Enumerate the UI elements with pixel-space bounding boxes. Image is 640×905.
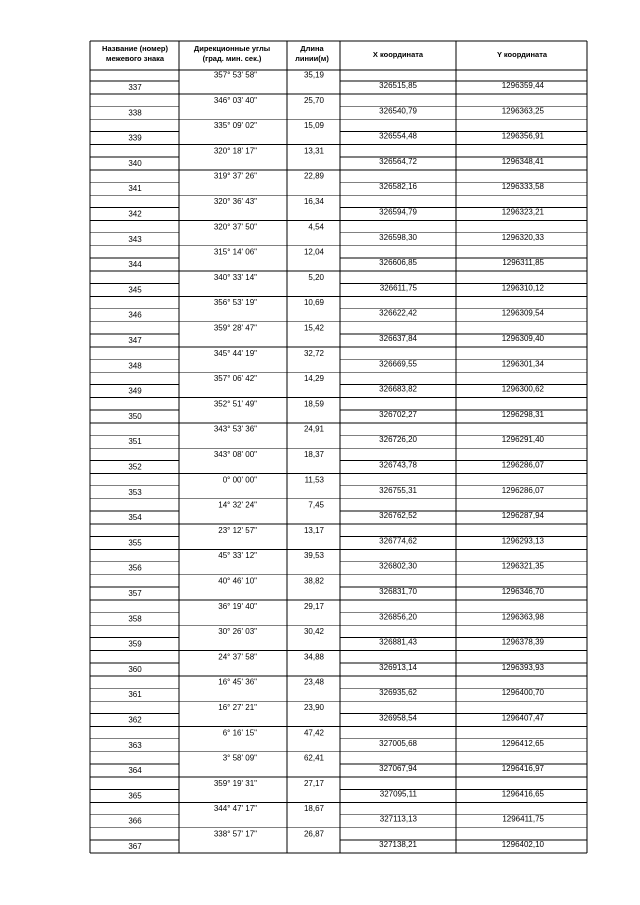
line-length: 18,37 xyxy=(303,450,324,459)
direction-angle: 343° 08' 00" xyxy=(213,450,257,459)
line-length: 22,89 xyxy=(303,171,324,181)
boundary-point-name: 358 xyxy=(128,614,142,624)
y-coordinate: 1296287,94 xyxy=(501,511,544,521)
boundary-point-name: 363 xyxy=(128,740,142,750)
line-length: 13,31 xyxy=(303,146,324,156)
direction-angle: 320° 37' 50" xyxy=(213,222,257,232)
x-coordinate: 327095,11 xyxy=(379,789,417,799)
y-coordinate: 1296416,65 xyxy=(501,789,544,799)
y-coordinate: 1296320,33 xyxy=(501,232,544,242)
direction-angle: 319° 37' 26" xyxy=(213,171,257,181)
y-coordinate: 1296309,54 xyxy=(501,308,544,318)
boundary-point-name: 344 xyxy=(128,260,142,270)
x-coordinate: 326564,72 xyxy=(379,156,417,166)
direction-angle: 346° 03' 40" xyxy=(213,95,257,105)
line-length: 47,42 xyxy=(303,728,324,738)
direction-angle: 357° 53' 58" xyxy=(213,70,257,80)
header-angle-line2: (град. мин. сек.) xyxy=(202,54,262,63)
y-coordinate: 1296393,93 xyxy=(501,662,544,672)
direction-angle: 335° 09' 02" xyxy=(213,121,257,131)
y-coordinate: 1296416,97 xyxy=(501,764,544,774)
y-coordinate: 1296359,44 xyxy=(501,81,544,90)
line-length: 5,20 xyxy=(308,272,324,282)
x-coordinate: 326683,82 xyxy=(379,384,417,394)
boundary-point-name: 360 xyxy=(128,664,142,674)
direction-angle: 40° 46' 10" xyxy=(218,576,257,586)
x-coordinate: 326702,27 xyxy=(379,409,417,419)
line-length: 24,91 xyxy=(303,424,324,434)
y-coordinate: 1296412,65 xyxy=(501,738,544,748)
boundary-point-name: 354 xyxy=(128,513,142,523)
x-coordinate: 326598,30 xyxy=(379,232,417,242)
boundary-point-name: 355 xyxy=(128,538,142,548)
x-coordinate: 327067,94 xyxy=(379,764,417,774)
y-coordinate: 1296291,40 xyxy=(501,435,544,445)
line-length: 23,48 xyxy=(303,677,324,687)
boundary-point-name: 337 xyxy=(128,83,142,92)
header-y-coordinate: Y координата xyxy=(496,50,548,59)
direction-angle: 343° 53' 36" xyxy=(213,424,257,434)
line-length: 34,88 xyxy=(303,652,324,662)
y-coordinate: 1296298,31 xyxy=(501,409,544,419)
y-coordinate: 1296402,10 xyxy=(501,840,544,849)
x-coordinate: 327113,13 xyxy=(379,814,417,824)
boundary-point-name: 339 xyxy=(128,133,142,143)
x-coordinate: 326774,62 xyxy=(379,536,417,546)
y-coordinate: 1296400,70 xyxy=(501,688,544,698)
line-length: 30,42 xyxy=(303,627,324,637)
direction-angle: 36° 19' 40" xyxy=(218,601,257,611)
direction-angle: 340° 33' 14" xyxy=(213,272,257,282)
x-coordinate: 326762,52 xyxy=(379,511,417,521)
line-length: 12,04 xyxy=(303,247,324,257)
line-length: 18,67 xyxy=(303,804,324,814)
direction-angle: 14° 32' 24" xyxy=(218,500,257,510)
x-coordinate: 326831,70 xyxy=(379,587,417,596)
header-length-line1: Длина xyxy=(300,44,324,53)
boundary-point-name: 345 xyxy=(128,285,142,295)
header-length-line2: линии(м) xyxy=(295,54,329,63)
boundary-point-name: 352 xyxy=(128,462,142,472)
line-length: 15,42 xyxy=(303,323,324,333)
line-length: 35,19 xyxy=(303,70,324,80)
boundary-point-name: 343 xyxy=(128,234,142,244)
x-coordinate: 326582,16 xyxy=(379,182,417,192)
boundary-point-name: 338 xyxy=(128,108,142,118)
x-coordinate: 327005,68 xyxy=(379,738,417,748)
boundary-point-name: 350 xyxy=(128,411,142,421)
y-coordinate: 1296363,25 xyxy=(501,106,544,116)
direction-angle: 0° 00' 00" xyxy=(222,475,257,485)
x-coordinate: 326669,55 xyxy=(379,359,417,369)
boundary-point-name: 348 xyxy=(128,361,142,371)
line-length: 38,82 xyxy=(303,576,324,586)
direction-angle: 24° 37' 58" xyxy=(218,652,257,662)
direction-angle: 352° 51' 49" xyxy=(213,399,257,409)
boundary-point-name: 356 xyxy=(128,563,142,573)
x-coordinate: 326540,79 xyxy=(379,106,417,116)
y-coordinate: 1296356,91 xyxy=(501,131,544,141)
direction-angle: 359° 28' 47" xyxy=(213,323,257,333)
line-length: 15,09 xyxy=(303,121,324,131)
x-coordinate: 326606,85 xyxy=(379,258,417,268)
x-coordinate: 326515,85 xyxy=(379,81,417,90)
y-coordinate: 1296333,58 xyxy=(501,182,544,192)
line-length: 7,45 xyxy=(308,500,324,510)
y-coordinate: 1296323,21 xyxy=(501,207,544,217)
y-coordinate: 1296363,98 xyxy=(501,612,544,622)
boundary-point-name: 357 xyxy=(128,589,142,598)
y-coordinate: 1296346,70 xyxy=(501,587,544,596)
direction-angle: 356° 53' 19" xyxy=(213,298,257,308)
line-length: 32,72 xyxy=(303,348,324,358)
direction-angle: 359° 19' 31" xyxy=(213,778,257,788)
x-coordinate: 326743,78 xyxy=(379,460,417,470)
x-coordinate: 326755,31 xyxy=(379,485,417,495)
direction-angle: 320° 36' 43" xyxy=(213,197,257,206)
direction-angle: 45° 33' 12" xyxy=(218,551,257,561)
direction-angle: 345° 44' 19" xyxy=(213,348,257,358)
x-coordinate: 326611,75 xyxy=(379,283,417,293)
line-length: 29,17 xyxy=(303,601,324,611)
y-coordinate: 1296301,34 xyxy=(501,359,544,369)
x-coordinate: 326935,62 xyxy=(379,688,417,698)
direction-angle: 16° 45' 36" xyxy=(218,677,257,687)
line-length: 10,69 xyxy=(303,298,324,308)
y-coordinate: 1296310,12 xyxy=(501,283,544,293)
x-coordinate: 326726,20 xyxy=(379,435,417,445)
direction-angle: 30° 26' 03" xyxy=(218,627,257,637)
boundary-point-name: 341 xyxy=(128,184,142,194)
x-coordinate: 326594,79 xyxy=(379,207,417,217)
y-coordinate: 1296378,39 xyxy=(501,637,544,647)
boundary-point-name: 347 xyxy=(128,336,142,345)
x-coordinate: 326958,54 xyxy=(379,713,417,723)
x-coordinate: 326554,48 xyxy=(379,131,417,141)
boundary-point-name: 353 xyxy=(128,487,142,497)
y-coordinate: 1296321,35 xyxy=(501,561,544,571)
y-coordinate: 1296348,41 xyxy=(501,156,544,166)
y-coordinate: 1296411,75 xyxy=(502,814,544,824)
line-length: 14,29 xyxy=(303,374,324,384)
direction-angle: 315° 14' 06" xyxy=(213,247,257,257)
table-header xyxy=(102,44,548,63)
x-coordinate: 326881,43 xyxy=(379,637,417,647)
y-coordinate: 1296311,85 xyxy=(502,258,544,268)
direction-angle: 320° 18' 17" xyxy=(213,146,257,156)
direction-angle: 3° 58' 09" xyxy=(222,753,257,763)
y-coordinate: 1296286,07 xyxy=(501,485,544,495)
x-coordinate: 326637,84 xyxy=(379,334,417,343)
line-length: 26,87 xyxy=(303,829,324,839)
y-coordinate: 1296293,13 xyxy=(501,536,544,546)
y-coordinate: 1296407,47 xyxy=(501,713,544,723)
y-coordinate: 1296286,07 xyxy=(501,460,544,470)
boundary-point-name: 340 xyxy=(128,158,142,168)
y-coordinate: 1296300,62 xyxy=(501,384,544,394)
boundary-point-name: 366 xyxy=(128,816,142,826)
line-length: 18,59 xyxy=(303,399,324,409)
direction-angle: 344° 47' 17" xyxy=(213,804,257,814)
header-x-coordinate: X координата xyxy=(372,50,424,59)
boundary-point-name: 351 xyxy=(128,437,142,447)
y-coordinate: 1296309,40 xyxy=(501,334,544,343)
x-coordinate: 326913,14 xyxy=(379,662,417,672)
boundary-point-name: 346 xyxy=(128,310,142,320)
direction-angle: 6° 16' 15" xyxy=(222,728,257,738)
direction-angle: 338° 57' 17" xyxy=(213,829,257,839)
line-length: 16,34 xyxy=(303,197,324,206)
line-length: 23,90 xyxy=(303,703,324,712)
line-length: 62,41 xyxy=(303,753,324,763)
line-length: 39,53 xyxy=(303,551,324,561)
boundary-point-name: 342 xyxy=(128,209,142,219)
direction-angle: 23° 12' 57" xyxy=(218,525,257,535)
line-length: 25,70 xyxy=(303,95,324,105)
header-angle-line1: Дирекционные углы xyxy=(193,44,271,53)
direction-angle: 16° 27' 21" xyxy=(218,703,257,712)
header-name-line2: межевого знака xyxy=(105,54,165,63)
x-coordinate: 326856,20 xyxy=(379,612,417,622)
line-length: 27,17 xyxy=(303,778,324,788)
line-length: 11,53 xyxy=(304,475,324,485)
x-coordinate: 326622,42 xyxy=(379,308,417,318)
boundary-point-name: 364 xyxy=(128,766,142,776)
boundary-point-name: 367 xyxy=(128,842,142,851)
line-length: 4,54 xyxy=(308,222,324,232)
line-length: 13,17 xyxy=(303,525,324,535)
boundary-point-name: 359 xyxy=(128,639,142,649)
x-coordinate: 327138,21 xyxy=(379,840,417,849)
boundary-point-name: 365 xyxy=(128,791,142,801)
direction-angle: 357° 06' 42" xyxy=(213,374,257,384)
boundary-point-name: 362 xyxy=(128,715,142,725)
header-name-line1: Назвaние (номер) xyxy=(102,44,168,53)
x-coordinate: 326802,30 xyxy=(379,561,417,571)
boundary-point-name: 349 xyxy=(128,386,142,396)
boundary-point-name: 361 xyxy=(128,690,142,700)
